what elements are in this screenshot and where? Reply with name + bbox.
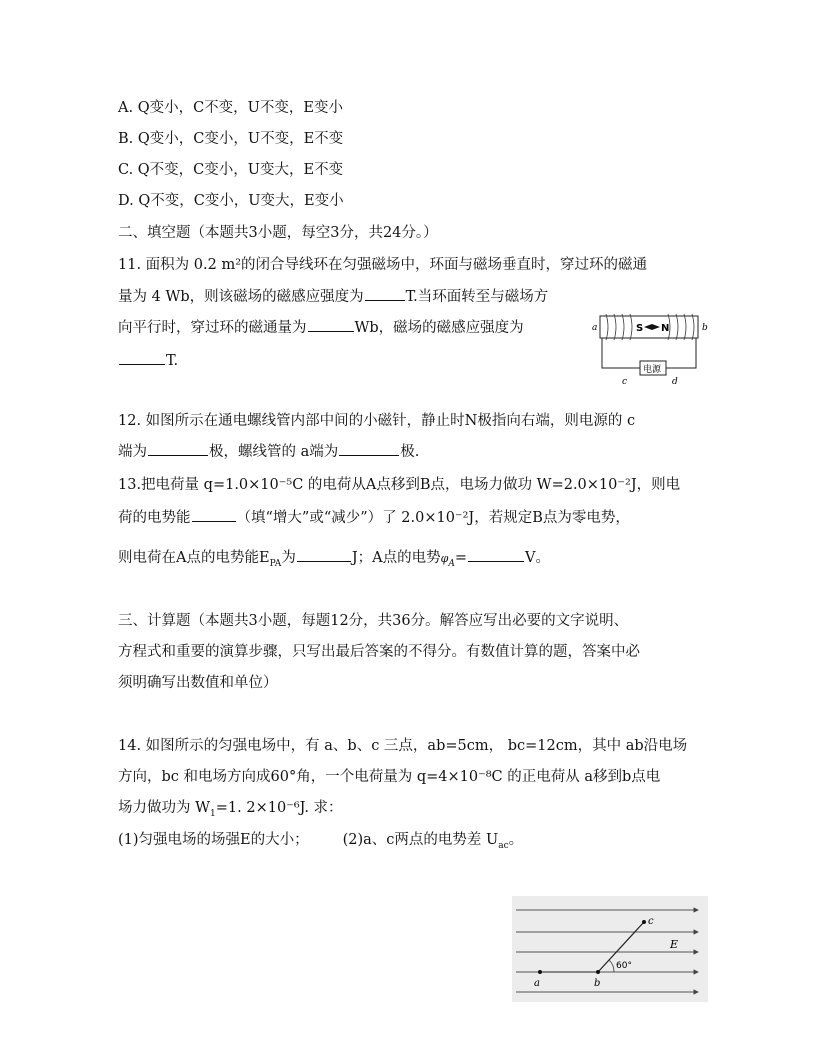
q11-line2-text-a: 量为 4 Wb，则该磁场的磁感应强度为: [118, 289, 364, 305]
field-label-b: b: [594, 978, 601, 989]
fig-label-source: 电源: [643, 365, 662, 375]
option-d: D. Q不变，C变小，U变大，E变小: [118, 193, 344, 209]
q11-blank-1[interactable]: [365, 286, 405, 301]
q13-line2-text-b: （填“增大”或“减少”）了 2.0×10⁻²J，若规定B点为零电势，: [236, 510, 630, 526]
q13-symbol-phi-sub: A: [448, 558, 455, 569]
fig-label-n: N: [661, 323, 670, 334]
q13-symbol-e-sub: PA: [269, 558, 282, 569]
q14-line3-text-b: =1. 2×10⁻⁶J. 求：: [215, 800, 343, 816]
q12-line1: 12. 如图所示在通电螺线管内部中间的小磁针，静止时N极指向右端，则电源的 c: [118, 413, 636, 429]
q13-line1: 13.把电荷量 q=1.0×10⁻⁵C 的电荷从A点移到B点，电场力做功 W=2.0×10⁻²J，则电: [118, 477, 681, 493]
q12-blank-1[interactable]: [148, 441, 208, 456]
q14-line3: [118, 798, 343, 824]
field-label-c: c: [648, 916, 654, 927]
fig-label-c: c: [622, 377, 628, 387]
q11-line3: [118, 317, 524, 338]
option-a: A. Q变小，C不变，U不变，E变小: [118, 100, 343, 116]
q13-blank-2[interactable]: [297, 547, 351, 562]
q11-line1: 11. 面积为 0.2 m²的闭合导线环在匀强磁场中，环面与磁场垂直时，穿过环的磁通: [118, 257, 648, 273]
fig-label-d: d: [672, 377, 678, 387]
q13-symbol-phi: φ: [440, 552, 449, 565]
section3-line2: 方程式和重要的演算步骤，只写出最后答案的不得分。有数值计算的题，答案中必: [118, 644, 640, 660]
figure-background: [512, 896, 708, 1002]
fig-label-b: b: [702, 323, 708, 333]
q14-uac-sub: ac: [498, 840, 509, 851]
q12-blank-2[interactable]: [339, 441, 399, 456]
q12-line2: [118, 441, 419, 462]
q13-line3-text-e: V。: [524, 550, 550, 566]
q14-line3-text-a: 场力做功为 W: [118, 800, 211, 816]
q13-line3-text-d: =: [454, 550, 467, 566]
electric-field-figure: [512, 896, 708, 1002]
q13-line3-text-b: 为: [281, 550, 296, 566]
q13-line2-text-a: 荷的电势能: [118, 510, 191, 526]
q11-line2: [118, 286, 548, 307]
point-a: [538, 970, 542, 974]
q11-line2-text-b: T.当环面转至与磁场方: [405, 289, 549, 305]
q13-symbol-e: E: [258, 550, 270, 566]
q14-part2-end: 。: [508, 832, 524, 848]
q13-line3-text-c: J；A点的电势: [351, 550, 441, 566]
q11-line3-text-a: 向平行时，穿过环的磁通量为: [118, 320, 307, 336]
field-label-angle: 60°: [616, 961, 632, 971]
q14-w-sub: 1: [210, 808, 216, 819]
compass-needle-icon: [644, 324, 660, 330]
q11-line4-text: T.: [166, 353, 179, 369]
solenoid-figure: [592, 312, 712, 388]
fig-label-a: a: [592, 323, 598, 333]
q13-line3: [118, 547, 550, 574]
q13-line3-text-a: 则电荷在A点的电势能: [118, 550, 259, 566]
q13-blank-3[interactable]: [468, 547, 524, 562]
q12-line2-text-b: 极，螺线管的 a端为: [209, 444, 339, 460]
q11-blank-2[interactable]: [308, 317, 354, 332]
section3-line3: 须明确写出数值和单位）: [118, 675, 278, 691]
section3-line1: 三、计算题（本题共3小题，每题12分，共36分。解答应写出必要的文字说明、: [118, 613, 629, 629]
q13-blank-1[interactable]: [192, 507, 236, 522]
q11-line3-text-b: Wb，磁场的磁感应强度为: [354, 320, 524, 336]
point-c: [642, 920, 646, 924]
q12-line2-text-a: 端为: [118, 444, 147, 460]
q11-line4: [118, 350, 178, 371]
q14-line4: [118, 830, 523, 856]
field-label-a: a: [534, 978, 540, 989]
q13-line2: [118, 507, 630, 528]
option-b: B. Q变小，C变小，U不变，E不变: [118, 131, 344, 147]
q14-part1: (1)匀强电场的场强E的大小；: [118, 832, 309, 848]
q14-line1: 14. 如图所示的匀强电场中，有 a、b、c 三点，ab=5cm， bc=12cm，其中 ab沿电场: [118, 738, 688, 754]
q14-part2: (2)a、c两点的电势差 U: [342, 832, 499, 848]
q14-line2: 方向，bc 和电场方向成60°角，一个电荷量为 q=4×10⁻⁸C 的正电荷从 a移到b点电: [118, 769, 661, 785]
point-b: [596, 970, 600, 974]
q11-blank-3[interactable]: [119, 350, 165, 365]
section2-heading: 二、填空题（本题共3小题，每空3分，共24分。）: [118, 225, 438, 241]
fig-label-s: S: [636, 323, 644, 334]
q12-line2-text-c: 极.: [400, 444, 420, 460]
field-label-e: E: [670, 938, 679, 951]
option-c: C. Q不变，C变小，U变大，E不变: [118, 162, 344, 178]
